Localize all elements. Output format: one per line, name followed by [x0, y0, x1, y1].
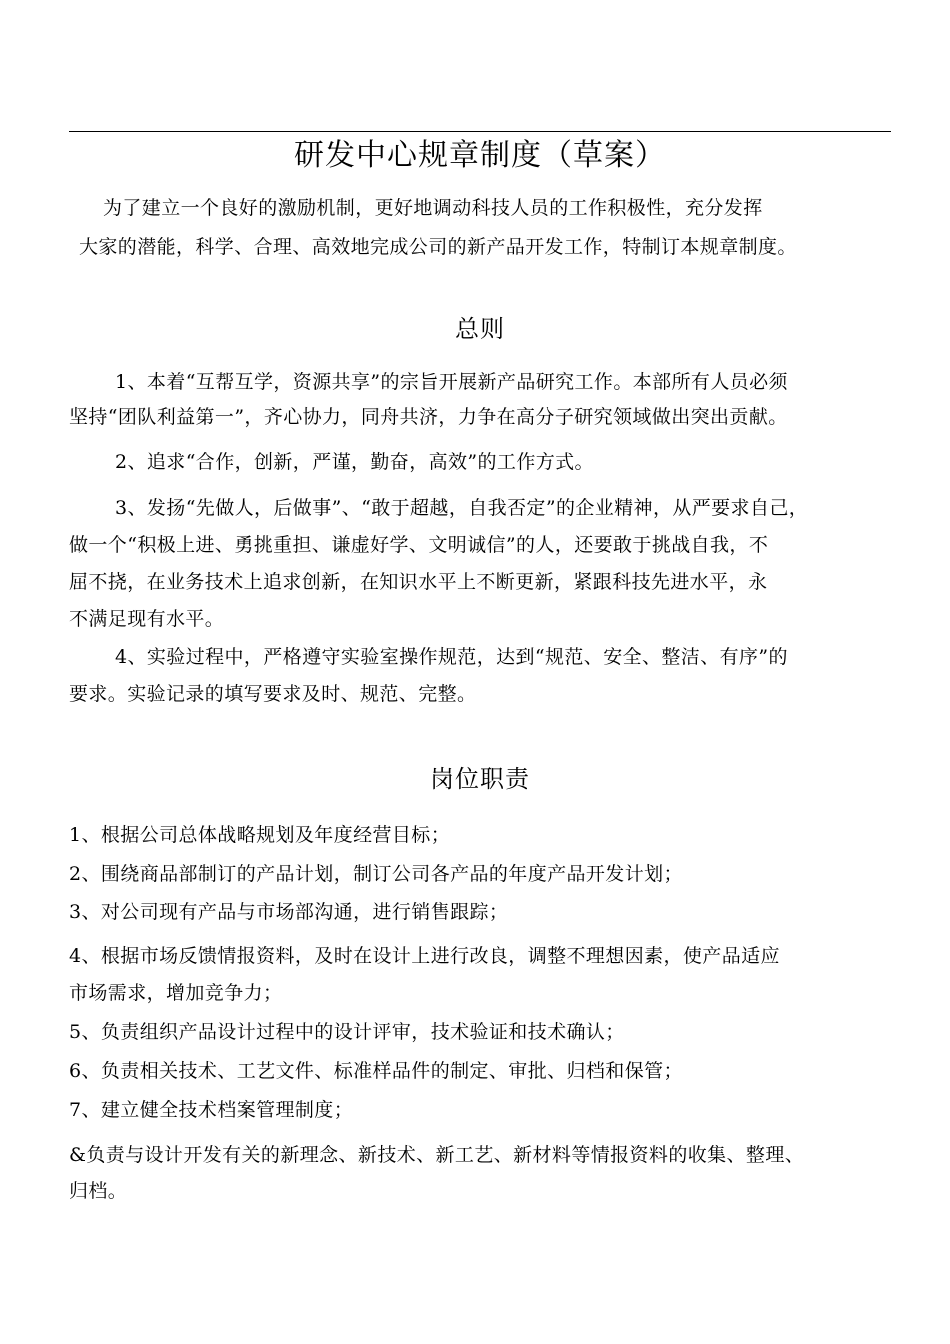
- general-clause-line: 3、发扬“先做人，后做事”、“敢于超越，自我否定”的企业精神，从严要求自己，: [115, 497, 809, 519]
- general-clause-line: 做一个“积极上进、勇挑重担、谦虚好学、文明诚信”的人，还要敢于挑战自我，不: [69, 534, 769, 556]
- general-clause-line: 2、追求“合作，创新，严谨，勤奋，高效”的工作方式。: [115, 451, 594, 473]
- duty-line: 归档。: [69, 1180, 128, 1202]
- duty-line: 6、负责相关技术、工艺文件、标准样品件的制定、审批、归档和保管；: [69, 1060, 683, 1082]
- duty-line: 7、建立健全技术档案管理制度；: [69, 1099, 354, 1121]
- intro-line: 为了建立一个良好的激励机制，更好地调动科技人员的工作积极性，充分发挥: [103, 197, 763, 219]
- duty-line: 2、围绕商品部制订的产品计划，制订公司各产品的年度产品开发计划；: [69, 863, 683, 885]
- duty-line: &负责与设计开发有关的新理念、新技术、新工艺、新材料等情报资料的收集、整理、: [69, 1144, 805, 1166]
- section-heading-duties: 岗位职责: [430, 765, 530, 793]
- duty-line: 市场需求，增加竞争力；: [69, 982, 283, 1004]
- duty-line: 3、对公司现有产品与市场部沟通，进行销售跟踪；: [69, 901, 509, 923]
- general-clause-line: 坚持“团队利益第一”，齐心协力，同舟共济，力争在高分子研究领域做出突出贡献。: [69, 406, 788, 428]
- duty-line: 5、负责组织产品设计过程中的设计评审，技术验证和技术确认；: [69, 1021, 625, 1043]
- general-clause-line: 不满足现有水平。: [69, 608, 225, 630]
- general-clause-line: 4、实验过程中，严格遵守实验室操作规范，达到“规范、安全、整洁、有序”的: [115, 646, 788, 668]
- general-clause-line: 1、本着“互帮互学，资源共享”的宗旨开展新产品研究工作。本部所有人员必须: [115, 371, 788, 393]
- document-title: 研发中心规章制度（草案）: [294, 138, 666, 173]
- general-clause-line: 要求。实验记录的填写要求及时、规范、完整。: [69, 683, 477, 705]
- duty-line: 1、根据公司总体战略规划及年度经营目标；: [69, 824, 451, 846]
- duty-line: 4、根据市场反馈情报资料，及时在设计上进行改良，调整不理想因素，使产品适应: [69, 945, 780, 967]
- section-heading-general: 总则: [455, 315, 505, 343]
- top-horizontal-rule: [69, 131, 891, 132]
- intro-line: 大家的潜能，科学、合理、高效地完成公司的新产品开发工作，特制订本规章制度。: [79, 236, 797, 258]
- general-clause-line: 屈不挠，在业务技术上追求创新，在知识水平上不断更新，紧跟科技先进水平，永: [69, 571, 768, 593]
